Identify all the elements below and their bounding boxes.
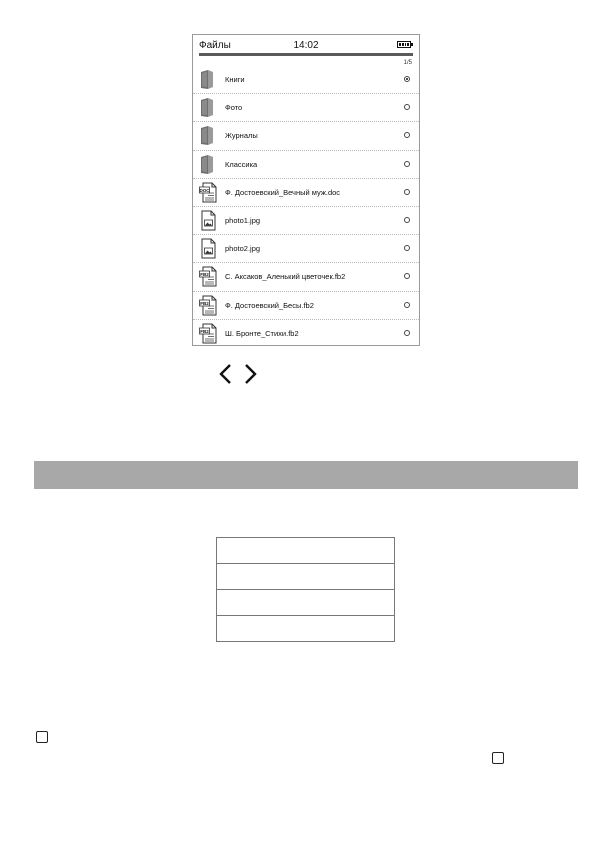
progress-bar xyxy=(199,53,413,56)
file-name: Классика xyxy=(225,159,258,169)
file-row[interactable] xyxy=(193,151,419,179)
file-row[interactable] xyxy=(193,263,419,291)
selection-radio[interactable] xyxy=(404,330,410,336)
fb2-file-icon xyxy=(199,266,217,287)
file-name: С. Аксаков_Аленький цветочек.fb2 xyxy=(225,272,346,282)
file-badge: FB2 xyxy=(200,300,209,306)
file-list xyxy=(193,66,419,348)
screen-title: Файлы xyxy=(199,40,231,51)
table-row xyxy=(217,616,394,642)
selection-radio[interactable] xyxy=(404,189,410,195)
file-badge: DOC xyxy=(199,187,210,193)
table-row xyxy=(217,564,394,590)
file-name: photo1.jpg xyxy=(225,215,261,225)
status-bar xyxy=(193,35,419,53)
selection-radio[interactable] xyxy=(404,76,410,82)
folder-icon xyxy=(199,154,217,175)
battery-full-icon xyxy=(397,41,411,48)
selection-radio[interactable] xyxy=(404,302,410,308)
folder-icon xyxy=(199,125,217,146)
file-row[interactable] xyxy=(193,292,419,320)
image-file-icon xyxy=(199,210,217,231)
button-key-icon xyxy=(492,752,504,764)
file-row[interactable] xyxy=(193,122,419,150)
fb2-file-icon xyxy=(199,323,217,344)
selection-radio[interactable] xyxy=(404,104,410,110)
file-badge: FB2 xyxy=(200,272,209,278)
selection-radio[interactable] xyxy=(404,245,410,251)
file-name: Книги xyxy=(225,75,245,84)
file-badge: FB2 xyxy=(200,328,209,334)
button-key-icon xyxy=(36,731,48,743)
image-file-icon xyxy=(199,238,217,259)
file-row[interactable] xyxy=(193,179,419,207)
file-row[interactable] xyxy=(193,207,419,235)
file-name: Ф. Достоевский_Вечный муж.doc xyxy=(225,187,341,197)
table-row xyxy=(217,538,394,564)
file-row[interactable] xyxy=(193,320,419,348)
device-screen xyxy=(192,34,420,346)
clock: 14:02 xyxy=(293,40,319,51)
folder-icon xyxy=(199,69,217,90)
file-row[interactable] xyxy=(193,94,419,122)
page-indicator: 1/5 xyxy=(403,60,412,66)
file-row[interactable] xyxy=(193,235,419,263)
table-row xyxy=(217,590,394,616)
file-name: photo2.jpg xyxy=(225,244,261,254)
selection-radio[interactable] xyxy=(404,161,410,167)
selection-radio[interactable] xyxy=(404,217,410,223)
file-row[interactable] xyxy=(193,66,419,94)
selection-radio[interactable] xyxy=(404,273,410,279)
file-name: Фото xyxy=(225,103,243,113)
file-name: Ш. Бронте_Стихи.fb2 xyxy=(225,328,299,338)
folder-icon xyxy=(199,97,217,118)
empty-table xyxy=(216,537,395,642)
selection-radio[interactable] xyxy=(404,132,410,138)
file-name: Ф. Достоевский_Бесы.fb2 xyxy=(225,300,314,310)
left-right-arrows-icon xyxy=(218,362,258,386)
file-name: Журналы xyxy=(225,131,258,141)
fb2-file-icon xyxy=(199,295,217,316)
section-band xyxy=(34,461,578,489)
doc-file-icon xyxy=(199,182,217,203)
